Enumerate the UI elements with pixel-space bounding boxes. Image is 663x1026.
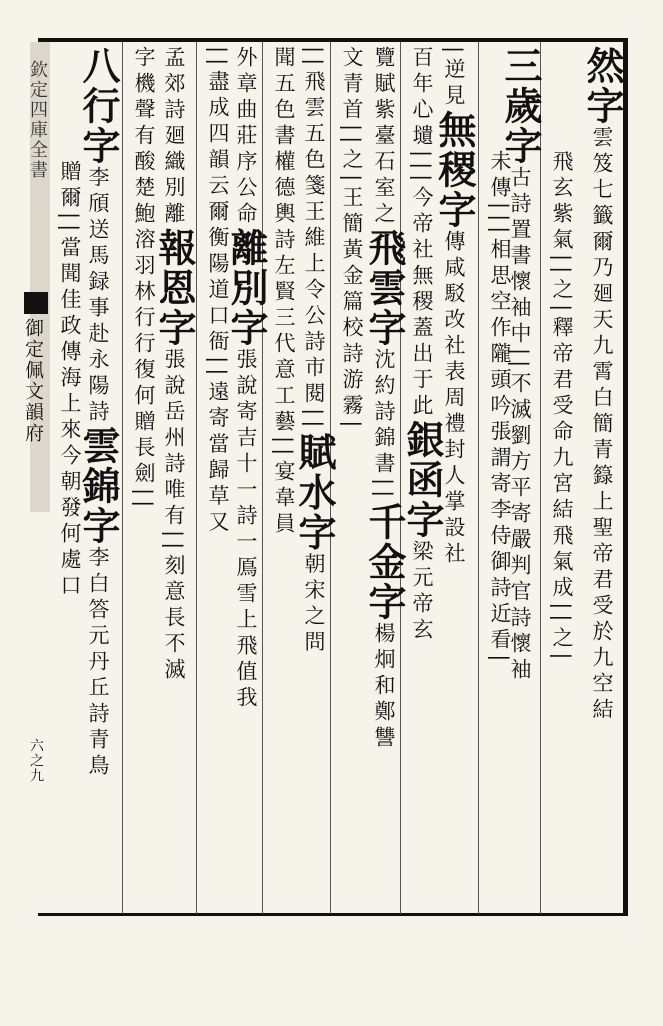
text-column-1 (580, 46, 625, 912)
entry-text: ||盡成四韻云爾衡陽道口衙||遠寄當歸草又 (206, 46, 230, 537)
text-column-16 (56, 160, 83, 1026)
entry-text: 贈爾||當聞佳政傳海上來今朝發何處口 (58, 160, 82, 601)
margin-fishtail-mark (24, 292, 48, 314)
entry-text: 朝宋之問 (302, 552, 326, 657)
text-column-11 (224, 46, 269, 912)
text-column-9 (292, 46, 337, 912)
entry-heading: 然字 (580, 46, 625, 126)
entry-text: ||飛雲五色箋王維上令公詩市閱|| (302, 46, 326, 433)
entry-text: 李頎送馬録事赴永陽詩 (86, 166, 110, 426)
entry-text: 文青首||之|王簡黃金篇校詩游霧| (340, 46, 364, 433)
column-rule (196, 42, 197, 914)
entry-text: 外章曲莊序公命 (234, 46, 258, 228)
column-rule (262, 42, 263, 914)
text-column-15 (76, 46, 121, 912)
entry-heading: 銀函字 (400, 420, 445, 541)
entry-text: 聞五色書權德輿詩左賢三代意工藝||宴韋員 (272, 46, 296, 539)
text-column-4 (486, 150, 513, 1016)
entry-heading: 飛雲字 (362, 228, 407, 348)
entry-text: 張說寄吉十一詩一鳫雪上飛值我 (234, 348, 258, 712)
entry-text: 字機聲有酸楚鮑溶羽林行行復何贈長劍|| (132, 46, 156, 513)
column-rule (122, 42, 123, 914)
entry-heading: 無稷字 (432, 110, 477, 231)
entry-text: 李白答元丹丘詩青鳥 (86, 546, 110, 780)
page-number: 六之九 (28, 738, 44, 783)
entry-text: 孟郊詩廻織別離 (162, 46, 186, 228)
entry-text: 未傳|||相思空作隴頭吟張謂寄李侍御詩近看| (488, 150, 512, 667)
book-title: 御定佩文韻府 (22, 318, 44, 444)
margin-top-text: 欽定四庫全書 (27, 60, 48, 180)
text-column-8 (338, 46, 365, 912)
entry-text: 雲笈七籤爾乃廻天九霄白簡青籙上聖帝君受於九空結 (590, 126, 614, 724)
column-rule (540, 42, 541, 914)
text-column-2 (548, 150, 575, 1016)
text-column-12 (204, 46, 231, 912)
entry-text: |逆見 (442, 46, 466, 111)
entry-text: 古詩置書懷袖中||不滅劉方平寄嚴判官詩懷袖 (508, 166, 532, 685)
entry-text: 百年心壝|||今帝社無稷蓋出于此 (410, 46, 434, 421)
entry-heading: 離別字 (224, 228, 269, 348)
text-column-7 (362, 46, 407, 912)
text-column-6 (400, 46, 445, 912)
entry-text: 張說岳州詩唯有||刻意長不滅 (162, 348, 186, 685)
entry-text: 沈約詩錦書|| (372, 348, 396, 503)
entry-heading: 賦水字 (292, 432, 337, 553)
entry-heading: 雲錦字 (76, 426, 121, 546)
entry-text: 覽賦紫臺石室之 (372, 46, 396, 228)
entry-text: 飛玄紫氣||之|釋帝君受命九宮結飛氣成||之| (550, 150, 574, 665)
entry-heading: 報恩字 (152, 228, 197, 348)
entry-text: 楊炯和鄭讐 (372, 622, 396, 753)
text-column-10 (270, 46, 297, 912)
entry-text: 梁元帝玄 (410, 540, 434, 645)
column-rule (478, 42, 479, 914)
entry-heading: 千金字 (362, 502, 407, 623)
text-column-14 (130, 46, 157, 912)
entry-heading: 三歲字 (498, 46, 543, 166)
text-column-13 (152, 46, 197, 912)
entry-text: 傳咸駁改社表周禮封人掌設社 (442, 230, 466, 569)
entry-heading: 八行字 (76, 46, 121, 166)
